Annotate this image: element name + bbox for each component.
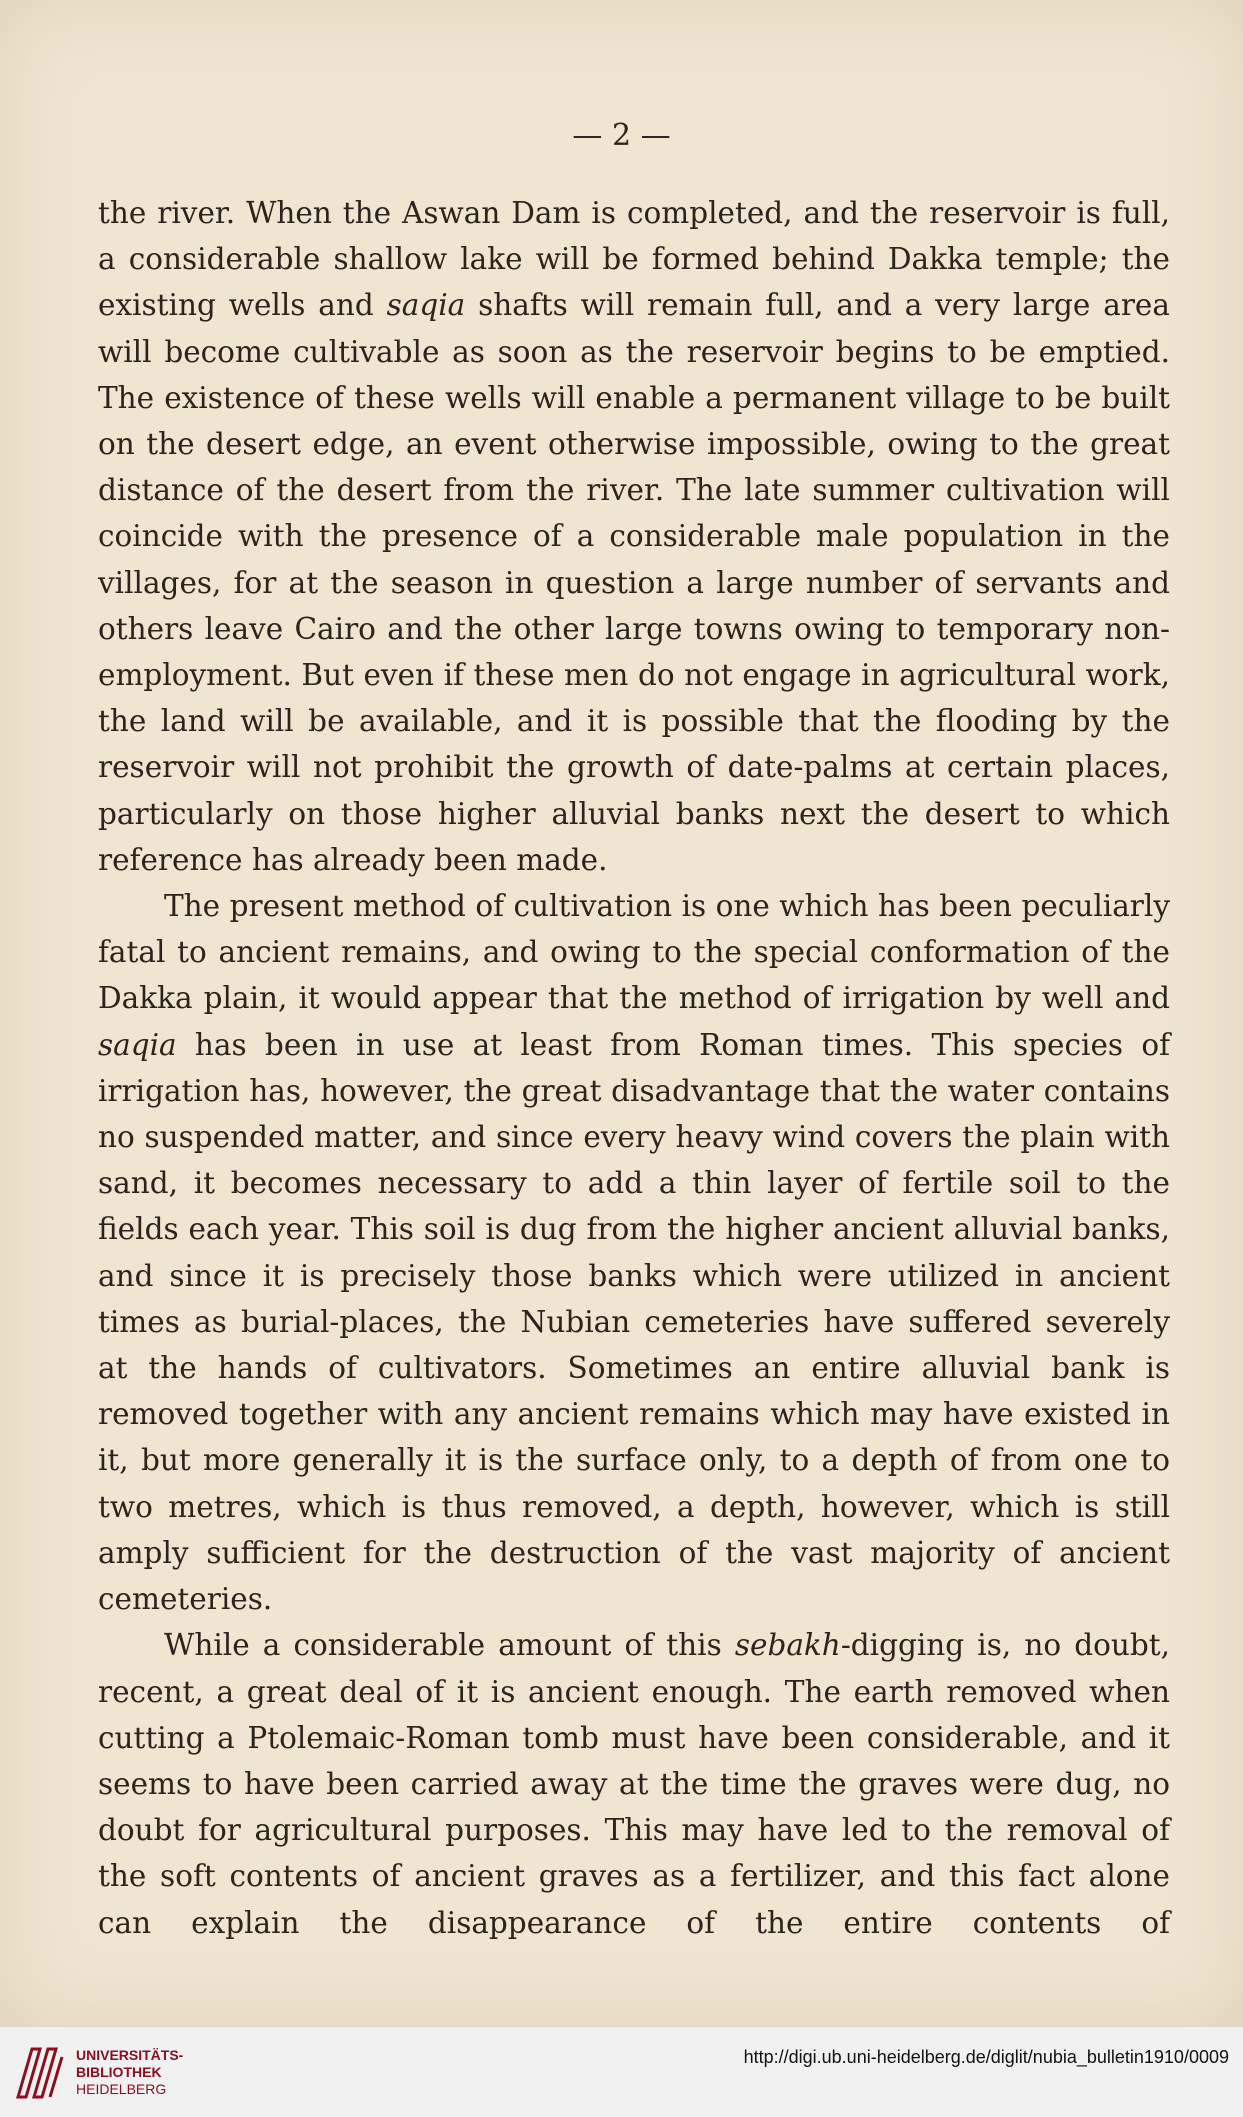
text-run: the river. When the Aswan Dam is completed, and the reservoir is full, a considerable shallow lake will be formed behind Dakka temple; the existing wells and xyxy=(98,196,1170,323)
university-library-logo-icon[interactable] xyxy=(12,2041,72,2103)
library-name-line-3: HEIDELBERG xyxy=(76,2081,167,2097)
paragraph-2 xyxy=(98,883,1170,1622)
source-url-link[interactable]: http://digi.ub.uni-heidelberg.de/diglit/nubia_bulletin1910/0009 xyxy=(743,2047,1229,2067)
text-run: While a considerable amount of this xyxy=(164,1628,735,1663)
page-number: — 2 — xyxy=(572,118,671,153)
italic-term: saqia xyxy=(386,288,466,323)
italic-term: sebakh xyxy=(734,1628,841,1663)
paragraph-3 xyxy=(98,1622,1170,1945)
text-run: has been in use at least from Roman times. This species of irrigation has, however, the great disadvantage that the water contains no suspended matter, and since every heavy wind covers the plain with sand, it becomes necessary to add a thin layer of fertile soil to the fields each year. This soil is dug from the higher ancient alluvial banks, and since it is precisely those banks which were utilized in ancient times as burial-places, the Nubian cemeteries have suffered severely at the hands of cultivators. Sometimes an entire alluvial bank is removed together with any ancient remains which may have existed in it, but more generally it is the surface only, to a depth of from one to two metres, which is thus removed, a depth, however, which is still amply sufficient for the destruction of the vast majority of ancient cemeteries. xyxy=(98,1027,1170,1617)
text-run: The present method of cultivation is one which has been peculiarly fatal to ancient remains, and owing to the special conformation of the Dakka plain, it would appear that the method of irrigation by well and xyxy=(98,889,1170,1016)
text-run: -digging is, no doubt, recent, a great deal of it is ancient enough. The earth removed when cutting a Ptolemaic-Roman tomb must have been considerable, and it seems to have been carried away at the time the graves were dug, no doubt for agricultural purposes. This may have led to the removal of the soft contents of ancient graves as a fertilizer, and this fact alone can explain the disappearance of the entire contents of xyxy=(98,1628,1170,1940)
library-name-line-2: BIBLIOTHEK xyxy=(76,2064,162,2080)
viewer-footer xyxy=(0,2026,1243,2117)
paragraph-1 xyxy=(98,190,1170,883)
library-name-line-1: UNIVERSITÄTS- xyxy=(76,2047,184,2063)
italic-term: saqia xyxy=(98,1027,177,1062)
library-name[interactable] xyxy=(76,2047,183,2098)
body-text xyxy=(98,190,1170,1946)
text-run: shafts will remain full, and a very large area will become cultivable as soon as the reservoir begins to be emptied. The existence of these wells will enable a permanent village to be built on the desert edge, an event otherwise impossible, owing to the great distance of the desert from the river. The late summer cultivation will coincide with the presence of a considerable male population in the villages, for at the season in question a large number of servants and others leave Cairo and the other large towns owing to temporary non-employment. But even if these men do not engage in agricultural work, the land will be available, and it is possible that the flooding by the reservoir will not prohibit the growth of date-palms at certain places, particularly on those higher alluvial banks next the desert to which reference has already been made. xyxy=(98,288,1170,877)
